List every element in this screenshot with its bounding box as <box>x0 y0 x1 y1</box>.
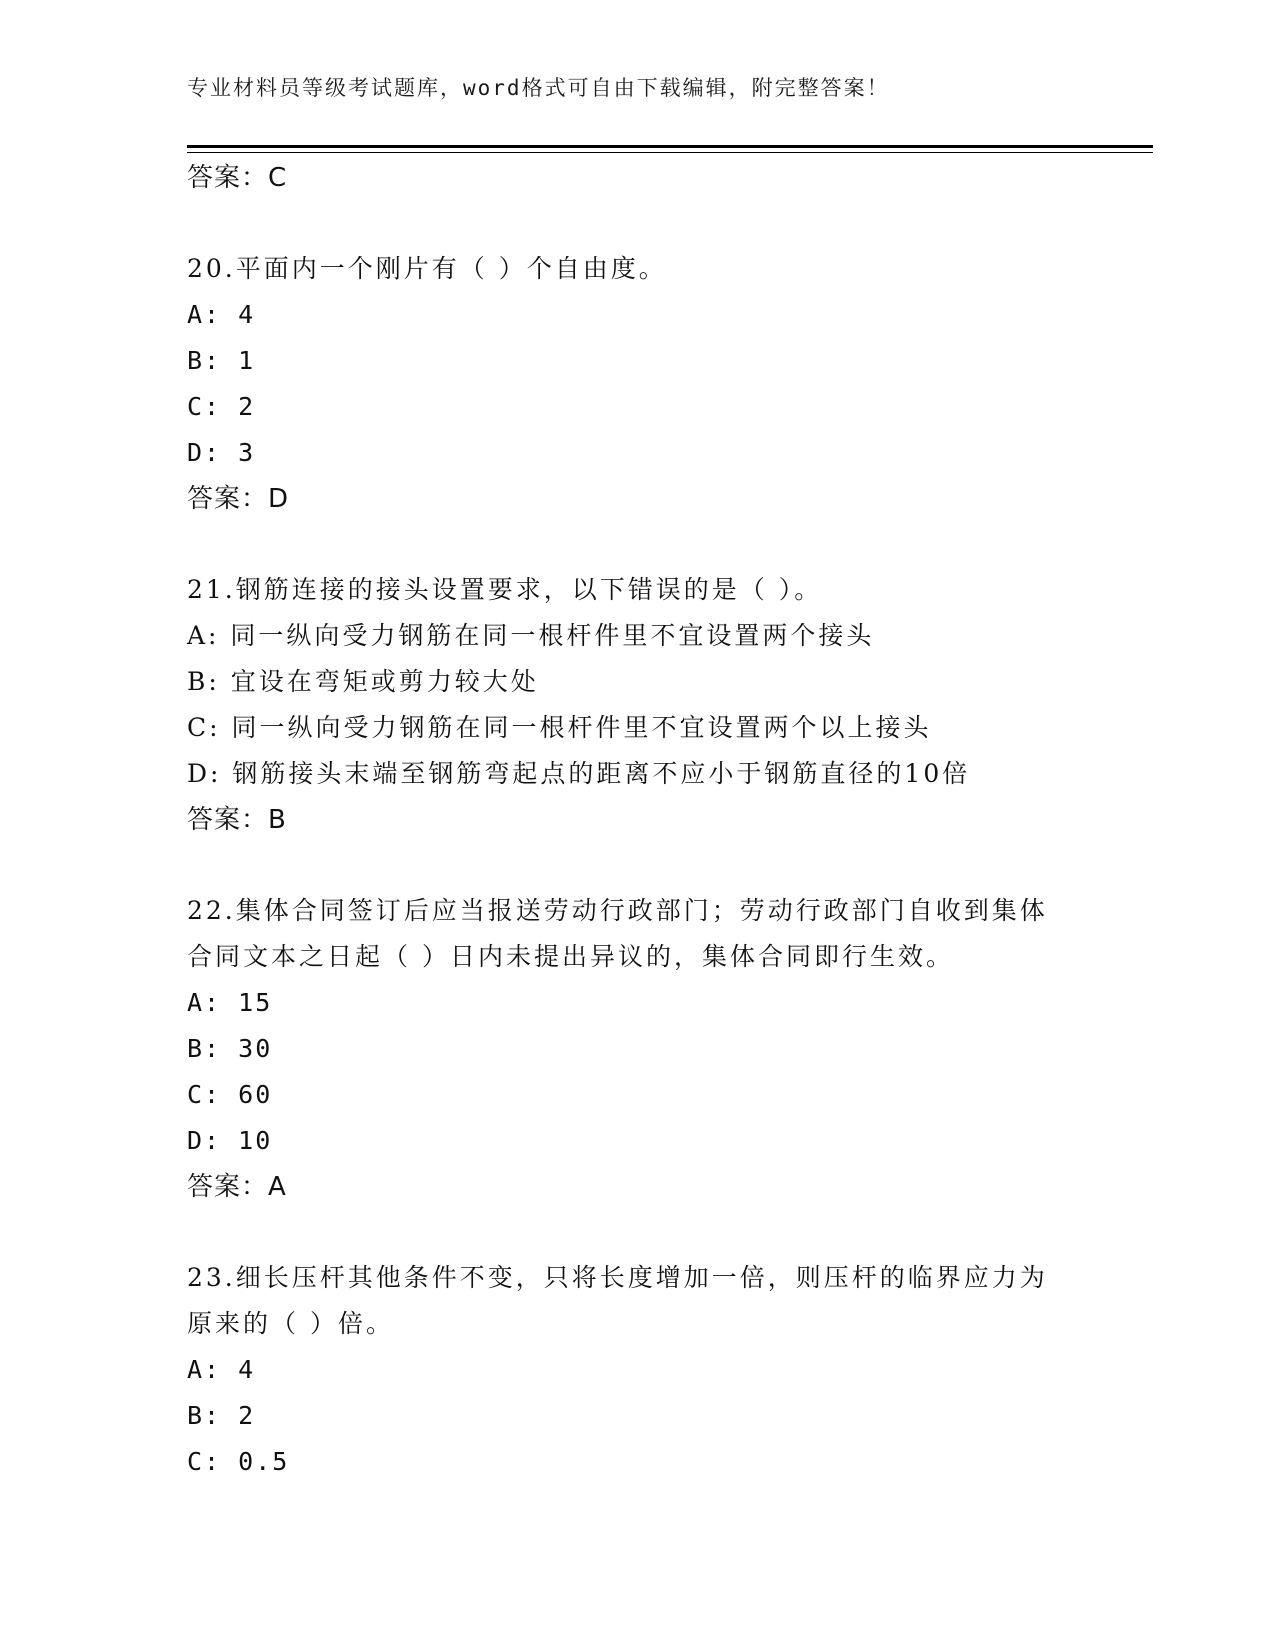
question-list <box>187 155 1087 1485</box>
question-22-option-b: B: 30 <box>187 1034 273 1063</box>
question-20-option-d: D: 3 <box>187 438 256 467</box>
question-20-option-c: C: 2 <box>187 392 256 421</box>
question-22-option-a: A: 15 <box>187 988 273 1017</box>
question-21-option-b: B: 宜设在弯矩或剪力较大处 <box>187 667 539 696</box>
question-20-option-a: A: 4 <box>187 300 256 329</box>
question-20-option-b: B: 1 <box>187 346 256 375</box>
question-22-option-c: C: 60 <box>187 1080 273 1109</box>
question-20-stem: 20.平面内一个刚片有（ ）个自由度。 <box>187 254 667 283</box>
question-21 <box>187 567 1087 843</box>
question-21-option-a: A: 同一纵向受力钢筋在同一根杆件里不宜设置两个接头 <box>187 621 875 650</box>
question-20-answer: 答案：D <box>187 484 290 514</box>
question-21-answer: 答案：B <box>187 805 287 835</box>
question-22 <box>187 888 1087 1210</box>
question-22-stem-line-2: 合同文本之日起（ ）日内未提出异议的，集体合同即行生效。 <box>187 942 954 971</box>
question-23-stem-line-1: 23.细长压杆其他条件不变，只将长度增加一倍，则压杆的临界应力为 <box>187 1263 1048 1292</box>
question-23-option-b: B: 2 <box>187 1401 256 1430</box>
header-rule-thin <box>187 152 1153 153</box>
answer-prev: 答案：C <box>187 163 288 193</box>
question-23-option-a: A: 4 <box>187 1355 256 1384</box>
question-22-option-d: D: 10 <box>187 1126 273 1155</box>
page-header: 专业材料员等级考试题库，word格式可自由下载编辑，附完整答案！ <box>187 76 890 100</box>
question-21-option-d: D: 钢筋接头末端至钢筋弯起点的距离不应小于钢筋直径的10倍 <box>187 759 971 788</box>
question-23 <box>187 1255 1087 1485</box>
question-23-option-c: C: 0.5 <box>187 1447 290 1476</box>
question-20 <box>187 246 1087 522</box>
question-21-option-c: C: 同一纵向受力钢筋在同一根杆件里不宜设置两个以上接头 <box>187 713 932 742</box>
question-22-answer: 答案：A <box>187 1172 287 1202</box>
header-rule-thick <box>187 145 1153 148</box>
question-22-stem-line-1: 22.集体合同签订后应当报送劳动行政部门；劳动行政部门自收到集体 <box>187 896 1048 925</box>
question-23-stem-line-2: 原来的（ ）倍。 <box>187 1309 394 1338</box>
question-21-stem: 21.钢筋连接的接头设置要求，以下错误的是（ ）。 <box>187 575 823 604</box>
